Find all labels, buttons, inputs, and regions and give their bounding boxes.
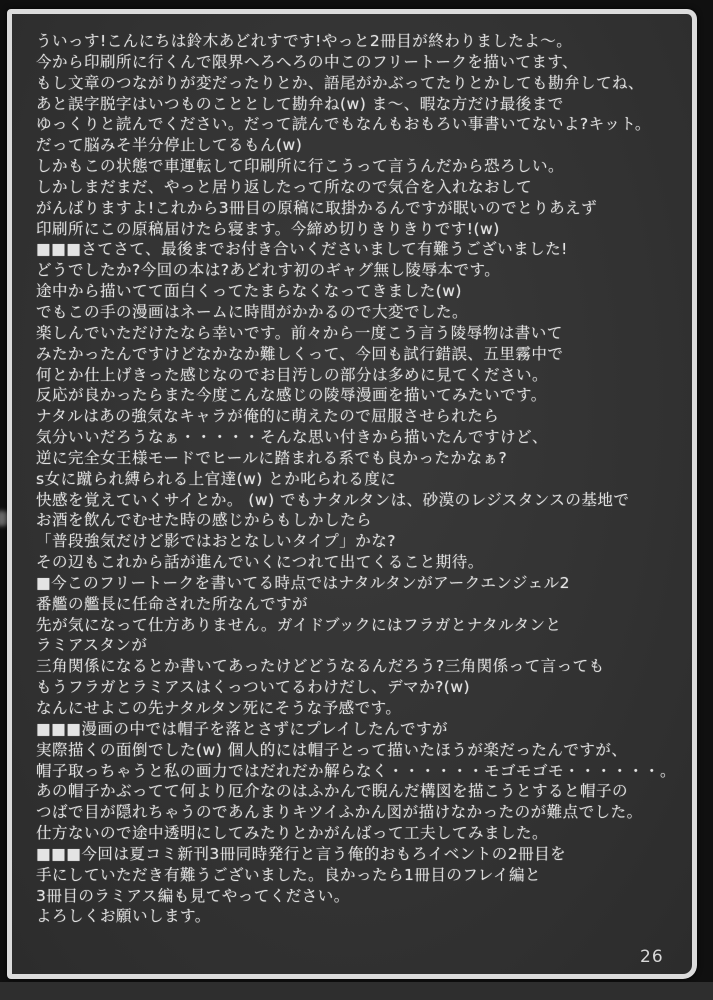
text-line: どうでしたか?今回の本は?あどれす初のギャグ無し陵辱本です。 bbox=[36, 261, 501, 280]
text-line: 今から印刷所に行くんで限界へろへろの中このフリートークを描いてます、 bbox=[36, 52, 579, 71]
text-line: 気分いいだろうなぁ・・・・・そんな思い付きから描いたんですけど、 bbox=[36, 428, 549, 447]
text-line: 楽しんでいただけたなら幸いです。前々から一度こう言う陵辱物は書いて bbox=[36, 323, 563, 342]
text-line: つばで目が隠れちゃうのであんまりキツイふかん図が描けなかったのが難点でした。 bbox=[36, 803, 643, 822]
text-line: しかもこの状態で車運転して印刷所に行こうって言うんだから恐ろしい。 bbox=[36, 157, 565, 176]
text-line: ラミアスタンが bbox=[36, 636, 148, 655]
text-line: ■■■さてさて、最後までお付き合いくださいまして有難うございました! bbox=[36, 240, 568, 259]
text-line: よろしくお願いします。 bbox=[36, 907, 211, 926]
text-line: もうフラガとラミアスはくっついてるわけだし、デマか?(w) bbox=[36, 678, 471, 697]
text-line: 3冊目のラミアス編も見てやってください。 bbox=[36, 886, 350, 905]
text-line: 快感を覚えていくサイとか。 (w) でもナタルタンは、砂漠のレジスタンスの基地で bbox=[36, 490, 630, 509]
afterword-text bbox=[36, 31, 696, 927]
text-line: ナタルはあの強気なキャラが俺的に萌えたので屈服させられたら bbox=[36, 407, 500, 426]
text-line: 逆に完全女王様モードでヒールに踏まれる系でも良かったかなぁ? bbox=[36, 448, 508, 467]
text-line: その辺もこれから話が進んでいくにつれて出てくること期待。 bbox=[36, 553, 484, 572]
text-line: ■今このフリートークを書いてる時点ではナタルタンがアークエンジェル2 bbox=[36, 573, 571, 592]
text-line: 三角関係になるとか書いてあったけどどうなるんだろう?三角関係って言っても bbox=[36, 657, 605, 676]
text-line: だって脳みそ半分停止してるもん(w) bbox=[36, 136, 303, 155]
text-line: 反応が良かったらまた今度こんな感じの陵辱漫画を描いてみたいです。 bbox=[36, 386, 547, 405]
text-line: もし文章のつながりが変だったりとか、語尾がかぶってたりとかしても勘弁してね、 bbox=[36, 73, 645, 92]
text-line: 仕方ないので途中透明にしてみたりとかがんばって工夫してみました。 bbox=[36, 824, 549, 843]
text-line: 番艦の艦長に任命された所なんですが bbox=[36, 594, 309, 613]
text-line: みたかったんですけどなかなか難しくって、今回も試行錯誤、五里霧中で bbox=[36, 344, 564, 363]
text-line: ういっす!こんにちは鈴木あどれすです!やっと2冊目が終わりましたよ〜。 bbox=[36, 32, 573, 50]
text-line: ゆっくりと読んでください。だって読んでもなんもおもろい事書いてないよ?キット。 bbox=[36, 115, 651, 134]
text-line: あと誤字脱字はいつものこととして勘弁ね(w) ま〜、暇な方だけ最後まで bbox=[36, 94, 564, 113]
text-line: あの帽子かぶってて何より厄介なのはふかんで睨んだ構図を描こうとすると帽子の bbox=[36, 782, 629, 801]
next-page-edge bbox=[0, 982, 713, 1000]
text-line: ■■■今回は夏コミ新刊3冊同時発行と言う俺的おもろイベントの2冊目を bbox=[36, 844, 567, 863]
text-line: がんばりますよ!これから3冊目の原稿に取掛かるんですが眠いのでとりあえず bbox=[36, 198, 598, 217]
text-line: お酒を飲んでむせた時の感じからもしかしたら bbox=[36, 511, 373, 530]
text-line: 印刷所にこの原稿届けたら寝ます。今締め切りきりきりです!(w) bbox=[36, 219, 500, 238]
text-line: ■■■漫画の中では帽子を落とさずにプレイしたんですが bbox=[36, 719, 449, 738]
text-line: 「普段強気だけど影ではおとなしいタイプ」かな? bbox=[36, 532, 396, 551]
text-line: 何とか仕上げきった感じなのでお目汚しの部分は多めに見てください。 bbox=[36, 365, 549, 384]
text-line: s女に蹴られ縛られる上官達(w) とか叱られる度に bbox=[36, 469, 397, 488]
text-line: でもこの手の漫画はネームに時間がかかるので大変でした。 bbox=[36, 302, 469, 321]
text-line: 先が気になって仕方ありません。ガイドブックにはフラガとナタルタンと bbox=[36, 615, 562, 634]
text-line: 途中から描いてて面白くってたまらなくなってきました(w) bbox=[36, 282, 462, 301]
text-line: 帽子取っちゃうと私の画力ではだれだか解らなく・・・・・・モゴモゴモ・・・・・・。 bbox=[36, 761, 677, 780]
text-line: 実際描くの面倒でした(w) 個人的には帽子とって描いたほうが楽だったんですが、 bbox=[36, 740, 628, 759]
scan-page bbox=[7, 9, 697, 979]
text-line: なんにせよこの先ナタルタン死にそうな予感です。 bbox=[36, 699, 402, 717]
page-number: 26 bbox=[640, 947, 664, 967]
text-line: しかしまだまだ、やっと居り返したって所なので気合を入れなおして bbox=[36, 177, 533, 196]
text-line: 手にしていただき有難うございました。良かったら1冊目のフレイ編と bbox=[36, 865, 541, 884]
